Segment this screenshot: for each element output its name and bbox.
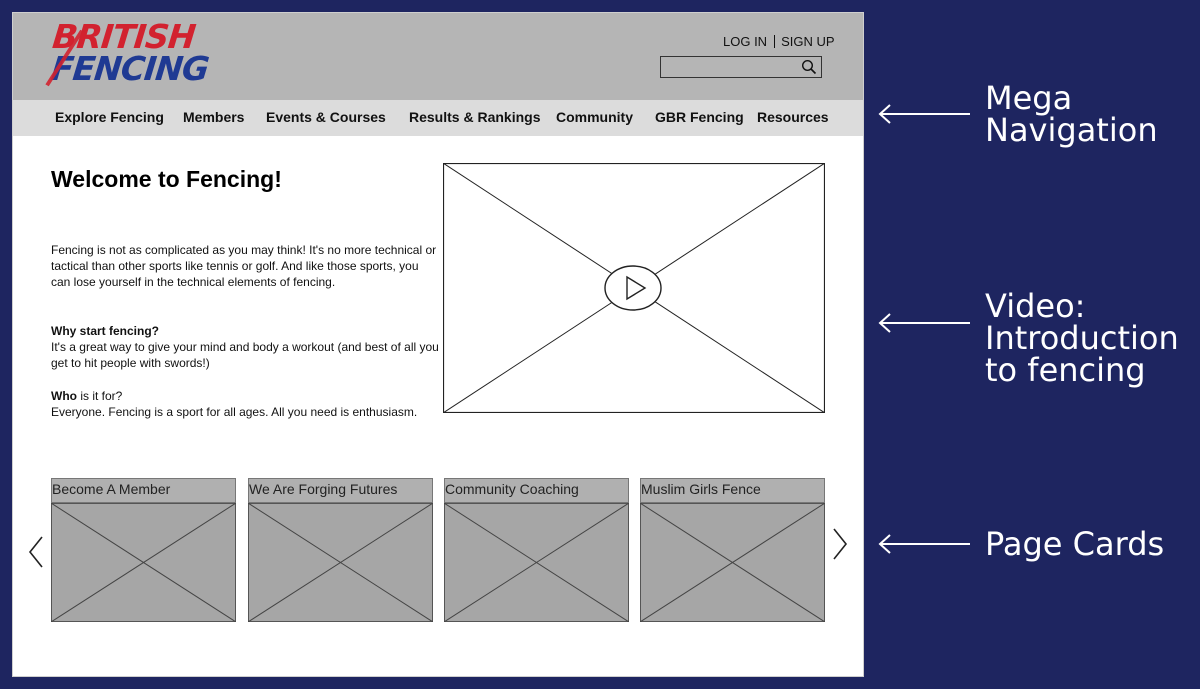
card-image-placeholder — [444, 503, 629, 622]
video-placeholder — [443, 163, 825, 413]
page-title: Welcome to Fencing! — [51, 166, 282, 192]
search-input[interactable] — [661, 57, 807, 77]
left-arrow-icon — [878, 534, 972, 554]
login-link[interactable]: LOG IN — [723, 34, 768, 49]
page-card-forging-futures[interactable] — [248, 478, 433, 622]
intro-video-player[interactable] — [443, 163, 825, 413]
card-title: We Are Forging Futures — [248, 478, 433, 503]
nav-item-explore-fencing[interactable]: Explore Fencing — [55, 109, 164, 125]
card-title: Community Coaching — [444, 478, 629, 503]
nav-item-resources[interactable]: Resources — [757, 109, 829, 125]
page-card-become-member[interactable] — [51, 478, 236, 622]
annotation-label-line: to fencing — [985, 351, 1146, 389]
carousel-prev-chevron-icon[interactable] — [27, 535, 45, 569]
mega-navigation — [13, 100, 864, 136]
card-title: Become A Member — [51, 478, 236, 503]
who-text: Everyone. Fencing is a sport for all ages. All you need is enthusiasm. — [51, 405, 418, 419]
annotation-label-line: Navigation — [985, 111, 1158, 149]
left-arrow-icon — [878, 313, 972, 333]
auth-separator — [774, 35, 775, 48]
annotation-label-line: Page Cards — [985, 525, 1165, 563]
nav-item-gbr-fencing[interactable]: GBR Fencing — [655, 109, 744, 125]
site-header — [13, 13, 864, 100]
search-icon[interactable] — [801, 59, 817, 75]
card-image-placeholder — [248, 503, 433, 622]
logo-line-2: FENCING — [49, 49, 211, 89]
british-fencing-logo[interactable] — [48, 17, 214, 89]
nav-item-members[interactable]: Members — [183, 109, 245, 125]
annotation-label-line: Mega — [985, 79, 1073, 117]
nav-item-results-rankings[interactable]: Results & Rankings — [409, 109, 541, 125]
card-image-placeholder — [640, 503, 825, 622]
page-card-muslim-girls-fence[interactable] — [640, 478, 825, 622]
left-arrow-icon — [878, 104, 972, 124]
card-image-placeholder — [51, 503, 236, 622]
search-box — [660, 56, 822, 78]
who-heading-rest: is it for? — [77, 389, 123, 403]
why-text: It's a great way to give your mind and body a workout (and best of all you get to hit people with swords!) — [51, 340, 439, 370]
card-title: Muslim Girls Fence — [640, 478, 825, 503]
annotation-label-line: Video: — [985, 287, 1086, 325]
signup-link[interactable]: SIGN UP — [781, 34, 835, 49]
who-section — [51, 388, 441, 420]
why-heading: Why start fencing? — [51, 324, 160, 338]
wireframe-page — [12, 12, 864, 677]
logo-line-1: BRITISH — [50, 17, 197, 56]
carousel-next-chevron-icon[interactable] — [831, 527, 849, 561]
nav-item-community[interactable]: Community — [556, 109, 633, 125]
nav-item-events-courses[interactable]: Events & Courses — [266, 109, 386, 125]
intro-paragraph: Fencing is not as complicated as you may think! It's no more technical or tactical than other sports like tennis or golf. And like those sports, you can lose yourself in the technical elements of fencing. — [51, 243, 437, 289]
why-section — [51, 323, 441, 371]
page-card-community-coaching[interactable] — [444, 478, 629, 622]
annotation-label-line: Introduction — [985, 319, 1179, 357]
play-button-icon[interactable] — [605, 266, 661, 310]
auth-links — [723, 34, 835, 49]
who-heading-bold: Who — [51, 389, 77, 403]
